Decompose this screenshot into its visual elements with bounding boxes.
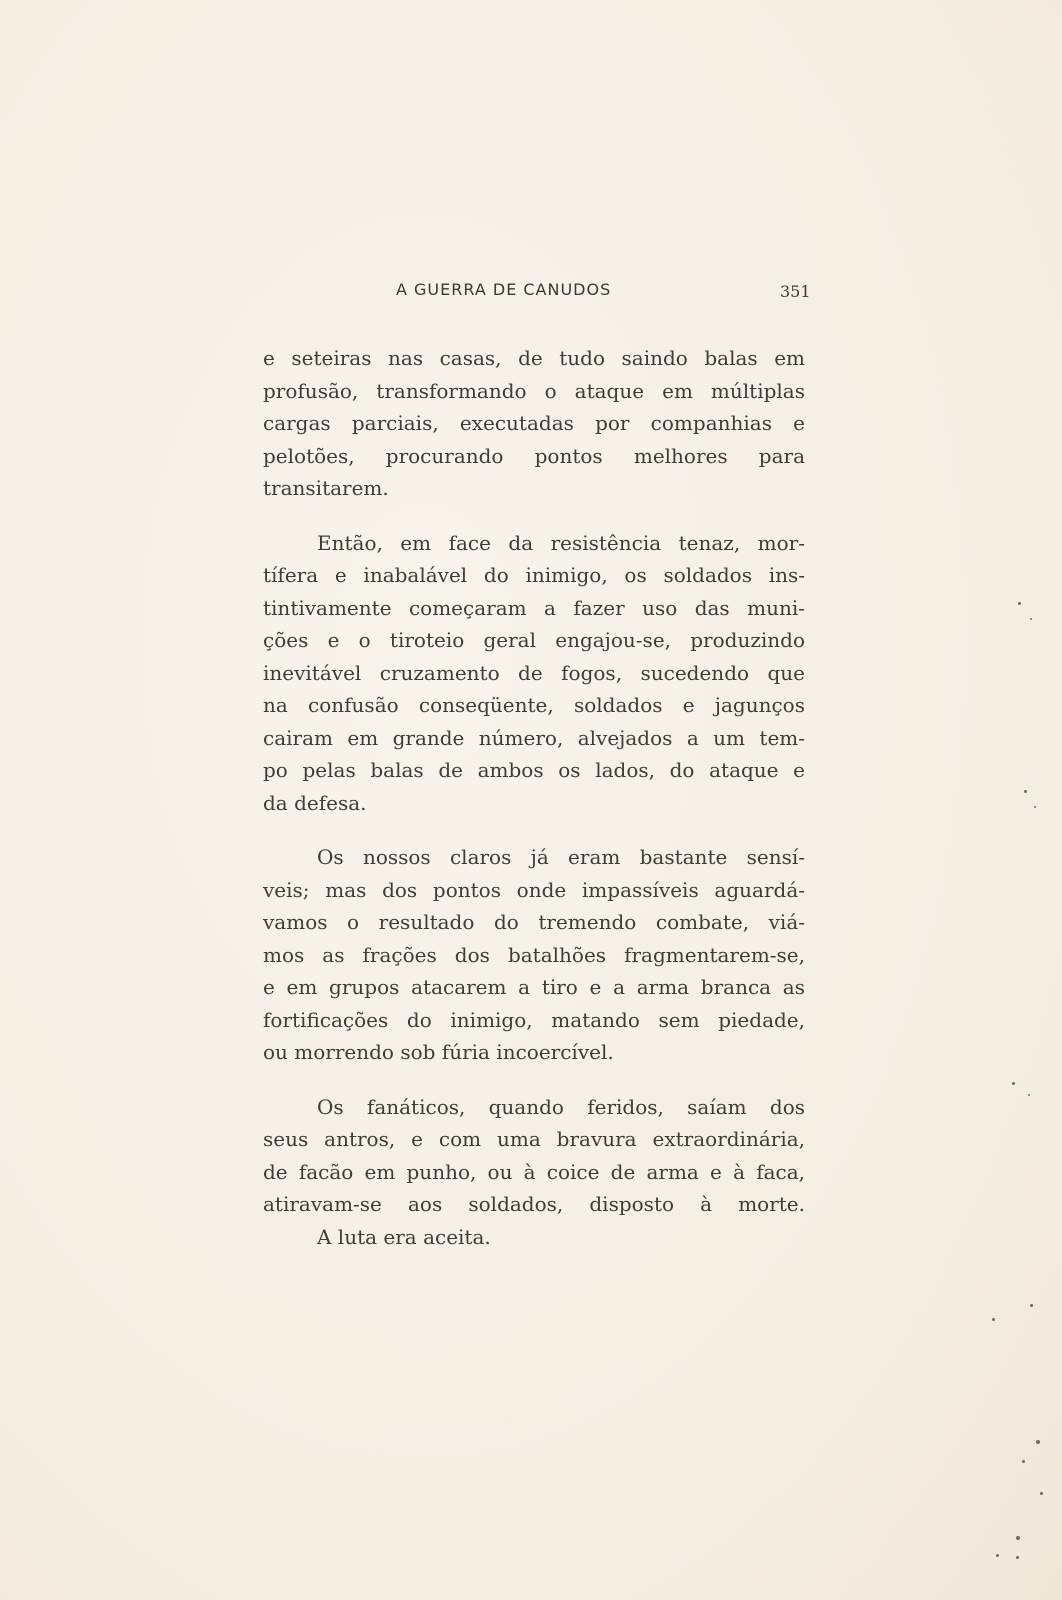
text-line: mos as frações dos batalhões fragmentarem-se, [263,942,805,967]
paper-speck [996,1554,999,1557]
text-line: atiravam-se aos soldados, disposto à morte. [263,1192,805,1216]
paper-speck [1040,1492,1043,1495]
text-line: e em grupos atacarem a tiro e a arma branca as [263,975,805,999]
paragraph-5 [263,1221,805,1254]
text-line: A luta era aceita. [317,1224,491,1249]
text-line: pelotões, procurando pontos melhores para [263,443,805,468]
paragraph-2 [263,527,805,820]
paper-speck [1030,1304,1033,1307]
paper-speck [1016,1536,1020,1540]
page-header [0,276,1062,306]
text-line: ou morrendo sob fúria incoercível. [263,1040,614,1064]
paragraph-1 [263,342,805,505]
running-title: A GUERRA DE CANUDOS [396,280,612,299]
paper-speck [1018,602,1021,605]
paragraph-3 [263,841,805,1069]
paragraph-4 [263,1091,805,1221]
text-line: tintivamente começaram a fazer uso das muni- [263,595,805,620]
text-line: seus antros, e com uma bravura extraordinária, [263,1127,805,1151]
text-line: e seteiras nas casas, de tudo saindo balas em [263,346,805,370]
text-line: Então, em face da resistência tenaz, mor- [317,530,805,555]
text-line: de facão em punho, ou à coice de arma e à faca, [263,1159,805,1184]
paper-speck [1030,618,1032,620]
page-number: 351 [780,282,811,301]
text-line: na confusão conseqüente, soldados e jagunços [263,693,805,717]
text-line: profusão, transformando o ataque em múltiplas [263,378,805,403]
text-line: fortificações do inimigo, matando sem piedade, [263,1007,805,1032]
paper-speck [992,1318,995,1321]
text-line: cargas parciais, executadas por companhias e [263,411,805,435]
text-line: ções e o tiroteio geral engajou-se, produzindo [263,628,805,652]
paper-speck [1012,1082,1015,1085]
text-line: cairam em grande número, alvejados a um tem- [263,725,805,750]
text-line: inevitável cruzamento de fogos, sucedendo que [263,660,805,685]
body-text [263,342,805,1253]
text-line: vamos o resultado do tremendo combate, viá- [263,910,805,934]
text-line: transitarem. [263,476,389,500]
text-line: Os fanáticos, quando feridos, saíam dos [317,1094,805,1119]
text-line: veis; mas dos pontos onde impassíveis aguardá- [263,877,805,902]
paper-speck [1022,1460,1025,1463]
text-line: tífera e inabalável do inimigo, os soldados ins- [263,563,805,587]
paper-speck [1028,1094,1030,1096]
text-line: po pelas balas de ambos os lados, do ataque e [263,758,805,782]
paper-speck [1016,1556,1019,1559]
paper-speck [1034,806,1036,808]
text-line: Os nossos claros já eram bastante sensí- [317,845,805,869]
text-line: da defesa. [263,790,367,815]
paper-speck [1024,790,1027,793]
paper-speck [1036,1440,1040,1444]
